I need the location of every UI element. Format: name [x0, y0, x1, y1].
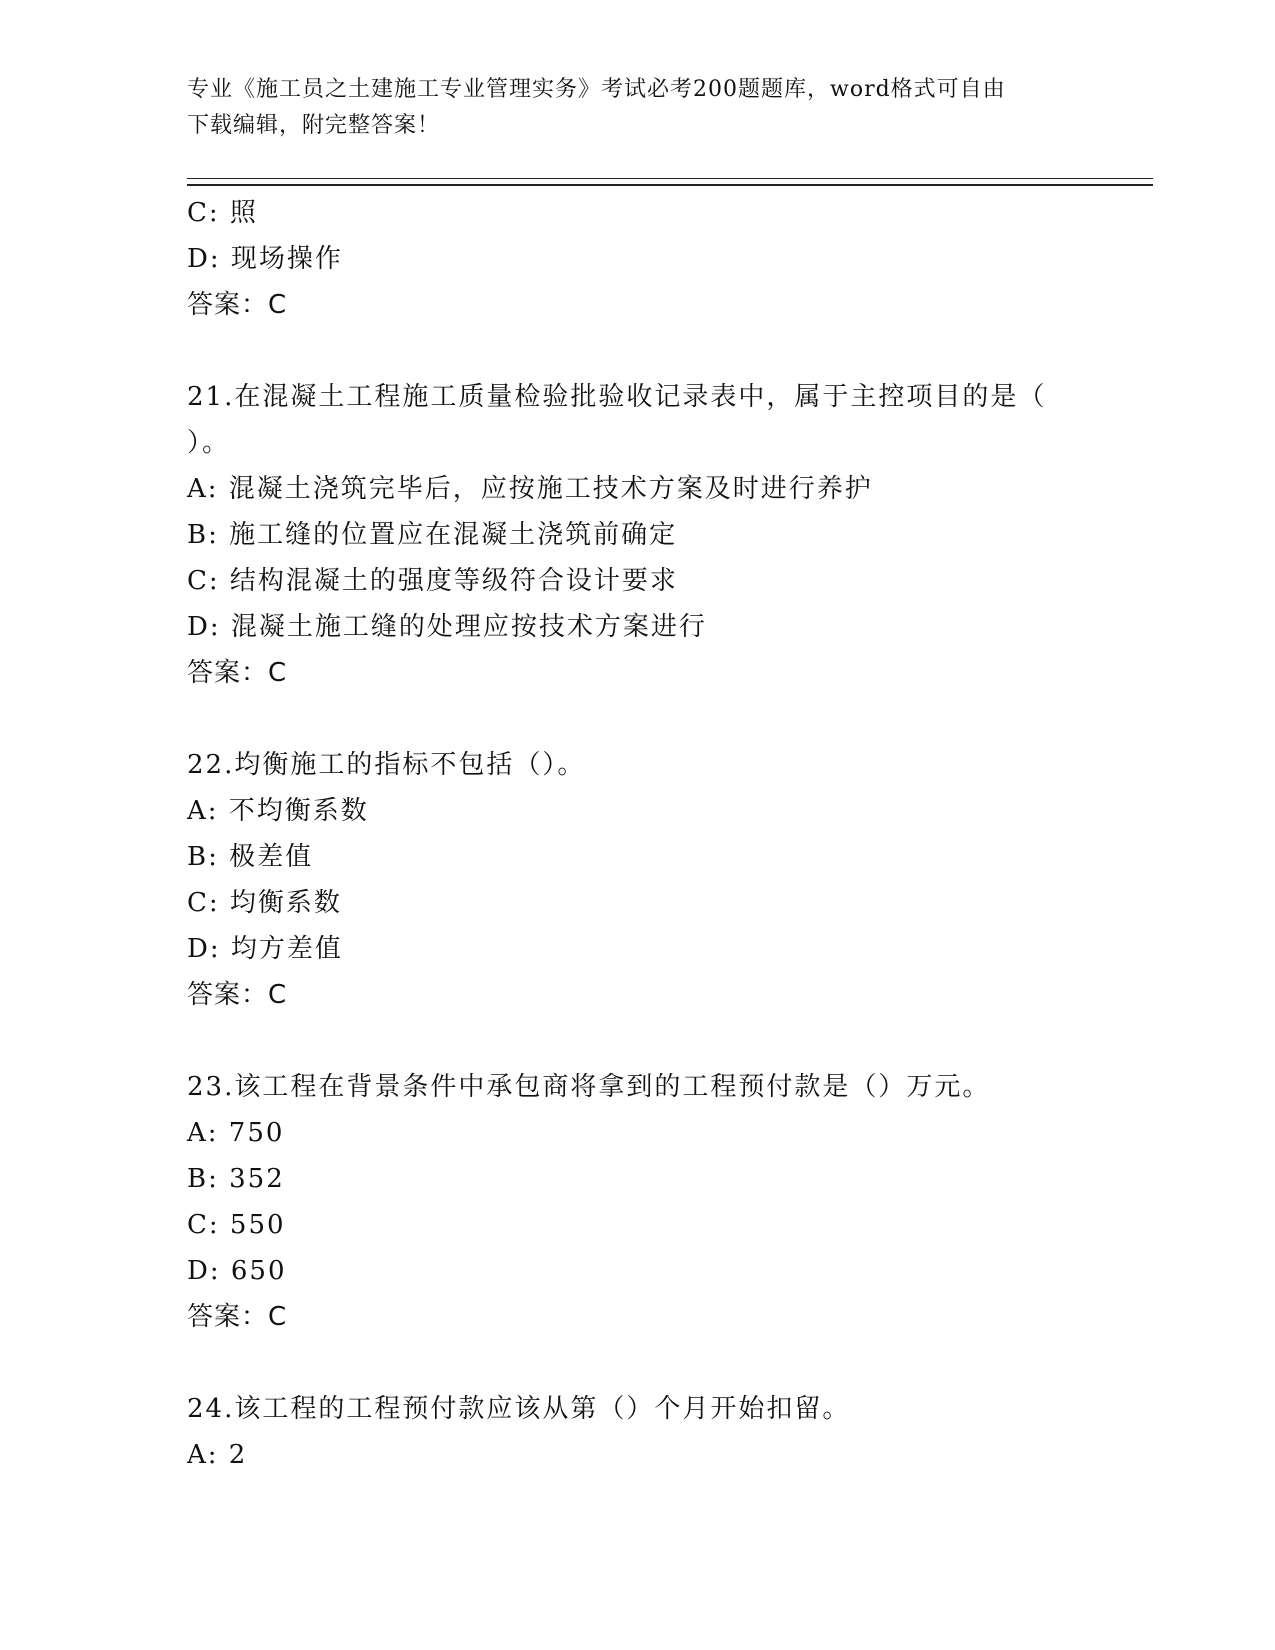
- option-a: A: 2: [187, 1440, 248, 1470]
- question-stem: 23.该工程在背景条件中承包商将拿到的工程预付款是（）万元。: [187, 1072, 991, 1102]
- answer-line: 答案：C: [187, 290, 288, 320]
- option-c: C: 均衡系数: [187, 888, 342, 918]
- option-c: C: 550: [187, 1210, 286, 1240]
- option-d: D: 混凝土施工缝的处理应按技术方案进行: [187, 612, 707, 642]
- spacer: [187, 1018, 1087, 1064]
- option-a: A: 混凝土浇筑完毕后，应按施工技术方案及时进行养护: [187, 474, 873, 504]
- question-stem: 21.在混凝土工程施工质量检验批验收记录表中，属于主控项目的是（: [187, 382, 1047, 412]
- question-21: [187, 374, 1087, 696]
- question-20-continued: [187, 190, 1087, 328]
- option-b: B: 施工缝的位置应在混凝土浇筑前确定: [187, 520, 678, 550]
- answer-line: 答案：C: [187, 1302, 288, 1332]
- header-divider: [187, 178, 1153, 186]
- option-a: A: 不均衡系数: [187, 796, 369, 826]
- question-stem-continued: ）。: [187, 428, 231, 458]
- header-title-line-1: 专业《施工员之土建施工专业管理实务》考试必考200题题库，word格式可自由: [187, 77, 1006, 102]
- option-a: A: 750: [187, 1118, 285, 1148]
- answer-line: 答案：C: [187, 980, 288, 1010]
- spacer: [187, 328, 1087, 374]
- answer-line: 答案：C: [187, 658, 288, 688]
- option-d: D: 均方差值: [187, 934, 343, 964]
- question-24: [187, 1386, 1087, 1478]
- option-d: D: 650: [187, 1256, 287, 1286]
- header-title-line-2: 下载编辑，附完整答案！: [187, 113, 441, 138]
- option-d: D: 现场操作: [187, 244, 343, 274]
- question-22: [187, 742, 1087, 1018]
- document-header: [187, 72, 1087, 144]
- option-b: B: 352: [187, 1164, 285, 1194]
- option-b: B: 极差值: [187, 842, 314, 872]
- question-list: [187, 190, 1087, 1478]
- spacer: [187, 696, 1087, 742]
- option-c: C: 结构混凝土的强度等级符合设计要求: [187, 566, 678, 596]
- question-23: [187, 1064, 1087, 1340]
- option-c: C: 照: [187, 198, 258, 228]
- question-stem: 22.均衡施工的指标不包括（）。: [187, 750, 586, 780]
- question-stem: 24.该工程的工程预付款应该从第（）个月开始扣留。: [187, 1394, 851, 1424]
- spacer: [187, 1340, 1087, 1386]
